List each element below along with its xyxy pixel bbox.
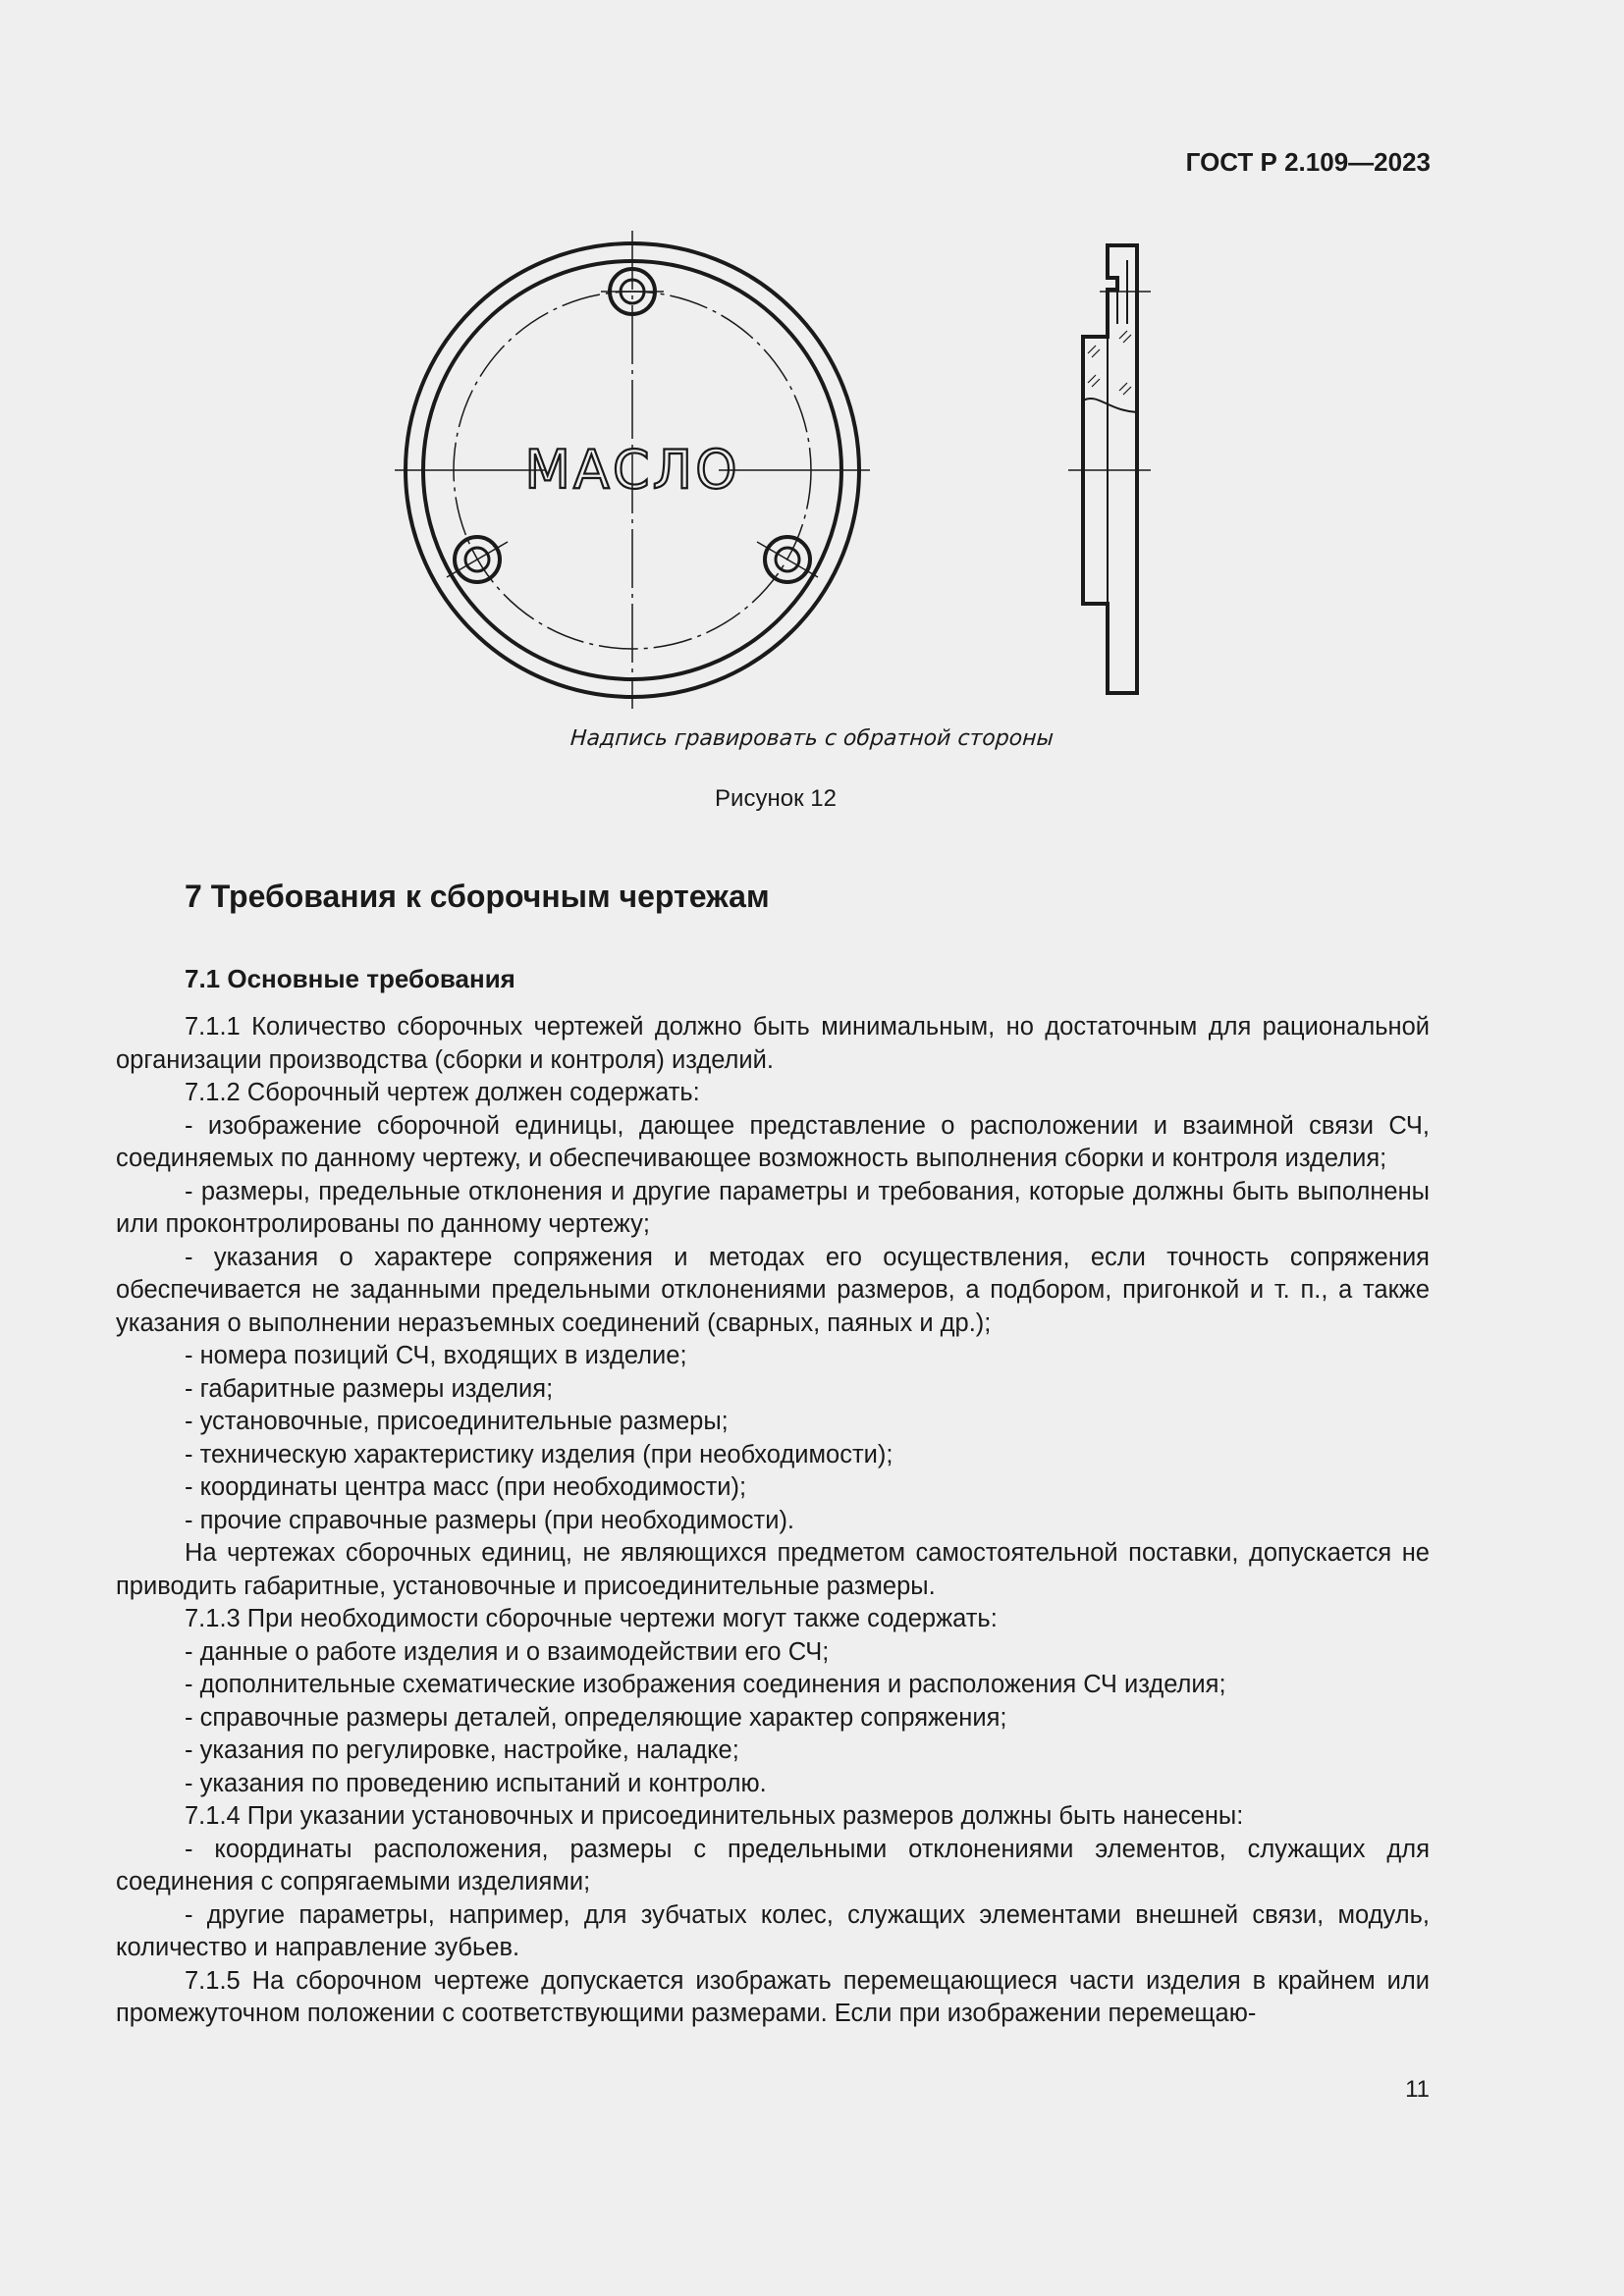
paragraph-7-1-4: 7.1.4 При указании установочных и присоединительных размеров должны быть нанесены: (185, 1802, 1244, 1830)
body-text (116, 1011, 1430, 2031)
list-item: - размеры, предельные отклонения и другие параметры и требования, которые должны быть выполнены или проконтролированы по данному чертежу; (116, 1177, 1430, 1238)
page-number: 11 (1405, 2076, 1430, 2103)
paragraph-7-1-2: 7.1.2 Сборочный чертеж должен содержать: (185, 1079, 700, 1106)
list-item: - координаты центра масс (при необходимости); (185, 1473, 747, 1501)
list-item: - изображение сборочной единицы, дающее представление о расположении и взаимной связи СЧ, соединяемых по данному чертежу, и обеспечивающее возможность выполнения сборки и контроля изделия; (116, 1111, 1430, 1172)
paragraph-note: На чертежах сборочных единиц, не являющихся предметом самостоятельной поставки, допускается не приводить габаритные, установочные и присоединительные размеры. (116, 1539, 1430, 1600)
standard-code: ГОСТ Р 2.109—2023 (1185, 147, 1431, 177)
list-item: - указания по проведению испытаний и контролю. (185, 1769, 767, 1797)
list-item: - дополнительные схематические изображения соединения и расположения СЧ изделия; (185, 1671, 1226, 1698)
figure-drawing (0, 0, 1624, 883)
list-item: - номера позиций СЧ, входящих в изделие; (185, 1342, 687, 1369)
list-item: - справочные размеры деталей, определяющие характер сопряжения; (185, 1703, 1007, 1732)
list-item: - техническую характеристику изделия (при необходимости); (185, 1440, 893, 1468)
list-item: - габаритные размеры изделия; (185, 1374, 554, 1403)
section-title: 7 Требования к сборочным чертежам (185, 879, 770, 914)
hole-bottom-left (447, 537, 508, 582)
subsection-title: 7.1 Основные требования (185, 964, 515, 993)
engraved-inscription: МАСЛО (524, 439, 740, 501)
list-item: - данные о работе изделия и о взаимодействии его СЧ; (185, 1637, 830, 1666)
list-item: - указания по регулировке, настройке, наладке; (185, 1736, 739, 1764)
list-item: - прочие справочные размеры (при необходимости). (185, 1506, 795, 1534)
section-hatching (1088, 331, 1131, 395)
paragraph-7-1-5: 7.1.5 На сборочном чертеже допускается изображать перемещающиеся части изделия в крайнем или промежуточном положении с соответствующими размерами. Если при изображении перемещаю- (116, 1966, 1430, 2027)
list-item: - указания о характере сопряжения и методах его осуществления, если точность сопряжения обеспечивается не заданными предельными отклонениями размеров, а подбором, пригонкой и т. п., а также указания о выполнении неразъемных соединений (сварных, паяных и др.); (116, 1243, 1430, 1337)
list-item: - другие параметры, например, для зубчатых колес, служащих элементами внешней связи, модуль, количество и направление зубьев. (116, 1900, 1430, 1961)
side-view-section (1083, 245, 1137, 693)
engraving-note: Надпись гравировать с обратной стороны (569, 726, 1055, 751)
break-line (1083, 399, 1137, 412)
paragraph-7-1-1: 7.1.1 Количество сборочных чертежей должно быть минимальным, но достаточным для рациональной организации производства (сборки и контроля) изделий. (116, 1013, 1430, 1074)
list-item: - установочные, присоединительные размеры; (185, 1408, 729, 1435)
hole-bottom-right (757, 537, 818, 582)
paragraph-7-1-3: 7.1.3 При необходимости сборочные чертежи могут также содержать: (185, 1605, 998, 1632)
list-item: - координаты расположения, размеры с предельными отклонениями элементов, служащих для соединения с сопрягаемыми изделиями; (116, 1835, 1430, 1896)
figure-caption: Рисунок 12 (715, 785, 837, 812)
